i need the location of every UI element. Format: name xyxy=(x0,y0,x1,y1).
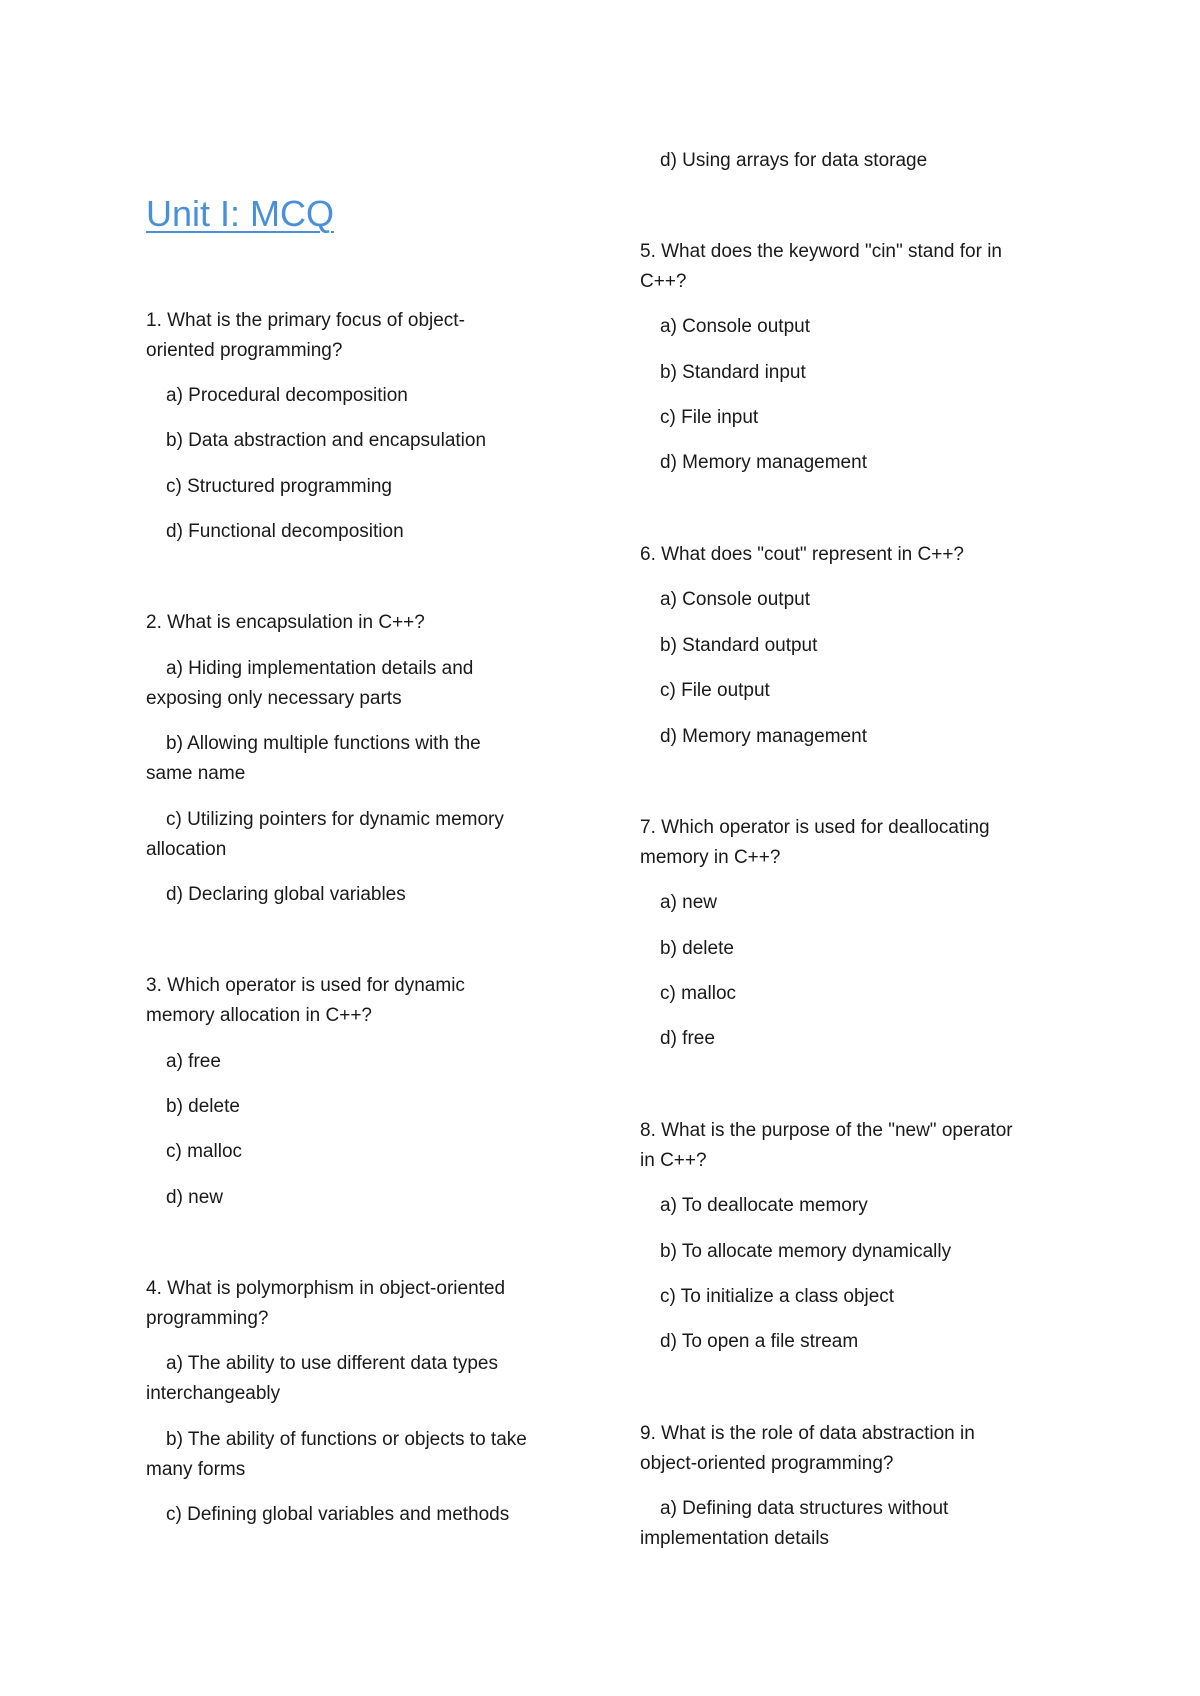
question-1-option-c: c) Structured programming xyxy=(166,476,392,497)
question-8-option-c: c) To initialize a class object xyxy=(660,1286,895,1307)
question-1-option-d: d) Functional decomposition xyxy=(166,521,404,542)
question-5-option-a: a) Console output xyxy=(660,316,810,337)
question-4-option-a-line-1: a) The ability to use different data types xyxy=(166,1353,498,1374)
question-9-line-2: object-oriented programming? xyxy=(640,1453,894,1474)
question-8-option-b: b) To allocate memory dynamically xyxy=(660,1241,952,1262)
question-4-option-c: c) Defining global variables and methods xyxy=(166,1504,510,1525)
question-7-option-a: a) new xyxy=(660,892,718,913)
question-6-line-1: 6. What does "cout" represent in C++? xyxy=(640,544,965,565)
question-4-option-a-line-2: interchangeably xyxy=(146,1383,281,1404)
question-9-line-1: 9. What is the role of data abstraction in xyxy=(640,1423,975,1444)
question-2-option-c-line-2: allocation xyxy=(146,839,227,860)
question-2-option-a-line-2: exposing only necessary parts xyxy=(146,688,402,709)
question-5-line-1: 5. What does the keyword "cin" stand for in xyxy=(640,241,1003,262)
question-7-line-2: memory in C++? xyxy=(640,847,781,868)
question-2-option-c-line-1: c) Utilizing pointers for dynamic memory xyxy=(166,809,504,830)
question-3-option-d: d) new xyxy=(166,1187,224,1208)
question-2-option-a-line-1: a) Hiding implementation details and xyxy=(166,658,474,679)
question-7-option-c: c) malloc xyxy=(660,983,737,1004)
question-5-line-2: C++? xyxy=(640,271,687,292)
question-3-option-b: b) delete xyxy=(166,1096,240,1117)
question-7-option-d: d) free xyxy=(660,1028,715,1049)
question-4-option-b-line-1: b) The ability of functions or objects to take xyxy=(166,1429,527,1450)
question-8-line-1: 8. What is the purpose of the "new" operator xyxy=(640,1120,1013,1141)
question-3-option-a: a) free xyxy=(166,1051,221,1072)
question-8-option-a: a) To deallocate memory xyxy=(660,1195,868,1216)
question-3-option-c: c) malloc xyxy=(166,1141,243,1162)
question-6-option-c: c) File output xyxy=(660,680,770,701)
page-title: Unit I: MCQ xyxy=(146,193,335,234)
question-7-line-1: 7. Which operator is used for deallocating xyxy=(640,817,990,838)
question-9-option-a-line-1: a) Defining data structures without xyxy=(660,1498,949,1519)
question-2-option-d: d) Declaring global variables xyxy=(166,884,406,905)
question-2-option-b-line-2: same name xyxy=(146,763,246,784)
question-4-option-d: d) Using arrays for data storage xyxy=(660,150,928,171)
question-6-option-b: b) Standard output xyxy=(660,635,818,656)
question-8-option-d: d) To open a file stream xyxy=(660,1331,859,1352)
question-7-option-b: b) delete xyxy=(660,938,734,959)
question-3-line-2: memory allocation in C++? xyxy=(146,1005,372,1026)
question-1-line-2: oriented programming? xyxy=(146,340,343,361)
question-1-option-b: b) Data abstraction and encapsulation xyxy=(166,430,487,451)
question-8-line-2: in C++? xyxy=(640,1150,707,1171)
question-4-line-2: programming? xyxy=(146,1308,269,1329)
question-2-line-1: 2. What is encapsulation in C++? xyxy=(146,612,425,633)
question-6-option-a: a) Console output xyxy=(660,589,810,610)
question-3-line-1: 3. Which operator is used for dynamic xyxy=(146,975,465,996)
question-5-option-b: b) Standard input xyxy=(660,362,806,383)
question-4-option-b-line-2: many forms xyxy=(146,1459,246,1480)
question-2-option-b-line-1: b) Allowing multiple functions with the xyxy=(166,733,481,754)
question-1-line-1: 1. What is the primary focus of object- xyxy=(146,310,465,331)
question-9-option-a-line-2: implementation details xyxy=(640,1528,830,1549)
question-1-option-a: a) Procedural decomposition xyxy=(166,385,408,406)
question-5-option-d: d) Memory management xyxy=(660,452,867,473)
question-5-option-c: c) File input xyxy=(660,407,759,428)
question-4-line-1: 4. What is polymorphism in object-oriented xyxy=(146,1278,506,1299)
question-6-option-d: d) Memory management xyxy=(660,726,867,747)
